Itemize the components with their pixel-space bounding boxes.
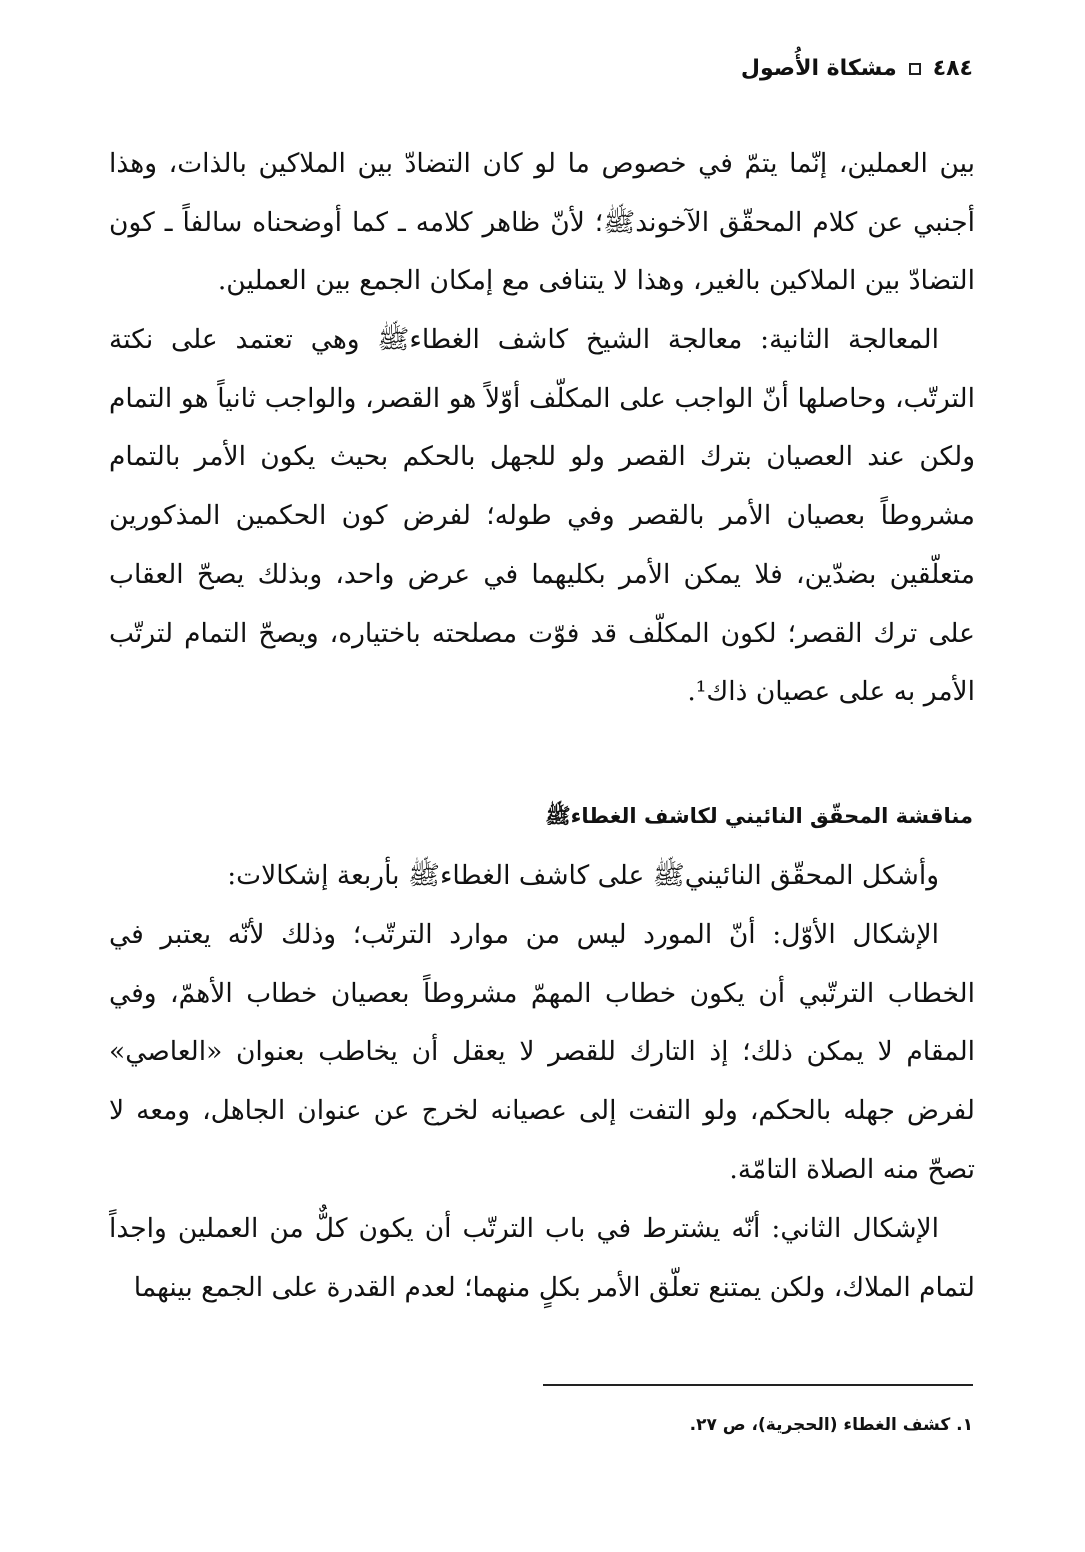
body-paragraph-5: الإشكال الثاني: أنّه يشترط في باب الترتّب أن يكون كلٌّ من العملين واجداً لتمام الملاك، ولكن يمتنع تعلّق الأمر بكلٍ منهما؛ لعدم القدرة على الجمع بينهما (109, 1213, 975, 1303)
footnote-divider (543, 1384, 973, 1386)
page-number: ٤٨٤ (932, 56, 973, 81)
body-paragraph-4: الإشكال الأوّل: أنّ المورد ليس من موارد الترتّب؛ وذلك لأنّه يعتبر في الخطاب الترتّبي أن يكون خطاب المهمّ مشروطاً بعصيان خطاب الأهمّ، وفي المقام لا يمكن ذلك؛ إذ التارك للقصر لا يعقل أن يخاطب بعنوان «العاصي» لفرض جهله بالحكم، ولو التفت إلى عصيانه لخرج عن عنوان الجاهل، ومعه لا تصحّ منه الصلاة التامّة. (109, 919, 975, 1185)
body-paragraph-2: المعالجة الثانية: معالجة الشيخ كاشف الغطاءﷺ وهي تعتمد على نكتة الترتّب، وحاصلها أنّ الواجب على المكلّف أوّلاً هو القصر، والواجب ثانياً هو التمام ولكن عند العصيان بترك القصر ولو للجهل بالحكم بحيث يكون الأمر بالتمام مشروطاً بعصيان الأمر بالقصر وفي طوله؛ لفرض كون الحكمين المذكورين متعلّقين بضدّين، فلا يمكن الأمر بكليهما في عرض واحد، وبذلك يصحّ العقاب على ترك القصر؛ لكون المكلّف قد فوّت مصلحته باختياره، ويصحّ التمام لترتّب الأمر به على عصيان ذاك¹. (109, 324, 975, 708)
book-title: مشكاة الأُصول (740, 56, 897, 81)
section-heading: مناقشة المحقّق النائيني لكاشف الغطاءﷺ (545, 804, 973, 828)
header-separator-square (909, 63, 921, 75)
body-paragraph-1: بين العملين، إنّما يتمّ في خصوص ما لو كان التضادّ بين الملاكين بالذات، وهذا أجنبي عن كلام المحقّق الآخوندﷺ؛ لأنّ ظاهر كلامه ـ كما أوضحناه سالفاً ـ كون التضادّ بين الملاكين بالغير، وهذا لا يتنافى مع إمكان الجمع بين العملين. (109, 148, 975, 297)
footnote: ١. كشف الغطاء (الحجرية)، ص ٢٧. (689, 1415, 973, 1435)
body-paragraph-3: وأشكل المحقّق النائينيﷺ على كاشف الغطاءﷺ بأربعة إشكالات: (227, 860, 939, 891)
running-header (741, 52, 973, 86)
